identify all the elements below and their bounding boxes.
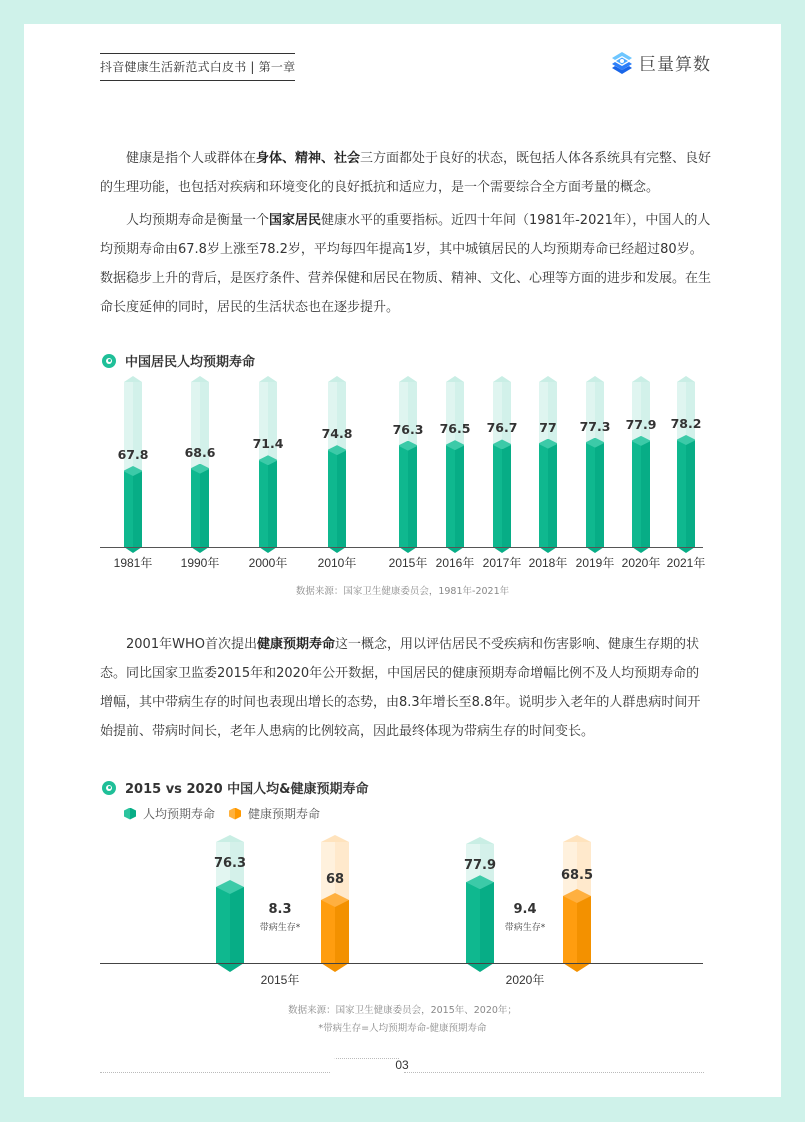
bar-tip — [321, 963, 349, 972]
sick-years-value: 8.3 — [268, 902, 292, 917]
legend-item-avg — [124, 805, 215, 822]
chart1-x-label: 2017年 — [482, 556, 522, 570]
bar-ghost — [632, 382, 650, 441]
target-dot-icon — [102, 781, 116, 795]
chart2-value-label: 76.3 — [213, 856, 247, 871]
chart2-title — [102, 778, 369, 797]
chart1-x-label: 2010年 — [317, 556, 357, 570]
chart1-x-label: 1981年 — [113, 556, 153, 570]
chart1-value-label: 76.7 — [486, 420, 518, 436]
green-cube-icon — [124, 808, 136, 820]
chart2-title-text: 2015 vs 2020 中国人均&健康预期寿命 — [125, 782, 369, 797]
chart1-value-label: 71.4 — [252, 436, 284, 452]
bold-text: 健康预期寿命 — [256, 637, 335, 652]
chart1-x-label: 2016年 — [435, 556, 475, 570]
bar-ghost — [321, 842, 349, 900]
page-number: 03 — [395, 1058, 409, 1072]
bar-fill — [191, 469, 209, 547]
bar-tip — [216, 963, 244, 972]
bar-fill — [586, 443, 604, 547]
chart1-x-label: 1990年 — [180, 556, 220, 570]
orange-cube-icon — [229, 808, 241, 820]
chart1-title — [102, 351, 255, 370]
chart2-value-label: 68 — [325, 872, 345, 887]
chart1-value-label: 76.5 — [439, 421, 471, 437]
chart2-source: 数据来源：国家卫生健康委员会，2015年、2020年； — [288, 1005, 517, 1016]
bar-fill — [493, 444, 511, 547]
bar-fill — [632, 441, 650, 547]
chart1-value-label: 77 — [539, 419, 557, 435]
sick-years-label: 带病生存* — [504, 923, 546, 933]
chart1-x-label: 2020年 — [621, 556, 661, 570]
bar-fill — [124, 471, 142, 547]
document-page — [24, 24, 781, 1097]
legend-item-healthy — [229, 805, 320, 822]
stacked-layers-icon — [610, 51, 634, 75]
bar-fill — [328, 450, 346, 547]
chart1-x-label: 2021年 — [666, 556, 706, 570]
chart2-value-label: 68.5 — [560, 868, 594, 883]
bar-fill — [216, 887, 244, 963]
bar-fill — [321, 900, 349, 963]
chart1-value-label: 77.9 — [625, 416, 657, 432]
legend-label: 人均预期寿命 — [143, 807, 216, 821]
bar-fill — [259, 460, 277, 547]
bar-ghost — [677, 382, 695, 440]
chart2-x-label: 2020年 — [505, 973, 545, 987]
brand-logo — [610, 50, 711, 75]
chart1-x-label: 2018年 — [528, 556, 568, 570]
text: 这一概念，用以评估居民不受疾病和伤害影响、健康生存期的状态。同比国家卫监委2015年和2020年公开数据，中国居民的健康预期寿命增幅比例不及人均预期寿命的增幅，其中带病生存的时间也表现出增长的态势，由8.3年增长至8.8年。说明步入老年的人群患病时间开始提前、带病时间长，老年人患病的比例较高，因此最终体现为带病生存的时间变长。 — [100, 637, 701, 739]
chart1-x-label: 2019年 — [575, 556, 615, 570]
target-dot-icon — [102, 354, 116, 368]
chart2-x-axis — [100, 963, 703, 964]
bar-fill — [677, 440, 695, 547]
intro-paragraph-2 — [100, 206, 712, 322]
footer-divider-right — [404, 1072, 704, 1073]
chart2-value-label: 77.9 — [463, 858, 497, 873]
chart1-x-label: 2000年 — [248, 556, 288, 570]
chart1-x-label: 2015年 — [388, 556, 428, 570]
chart1-value-label: 68.6 — [184, 444, 216, 460]
chart1-value-label: 77.3 — [579, 418, 611, 434]
footer-divider-left — [100, 1072, 330, 1073]
bar-fill — [399, 446, 417, 547]
chart1-value-label: 67.8 — [117, 447, 149, 462]
text: 健康水平的重要指标。近四十年间（1981年-2021年），中国人的人均预期寿命由67.8岁上涨至78.2岁，平均每四年提高1岁，其中城镇居民的人均预期寿命已经超过80岁。数据稳步上升的背后，是医疗条件、营养保健和居民在物质、精神、文化、心理等方面的进步和发展。在生命长度延伸的同时，居民的生活状态也在逐步提升。 — [100, 213, 712, 315]
header-title: 抖音健康生活新范式白皮书 | 第一章 — [100, 53, 295, 81]
bar-tip — [563, 963, 591, 972]
logo-text: 巨量算数 — [639, 55, 711, 75]
sick-years-value: 9.4 — [513, 902, 537, 917]
chart1-title-text: 中国居民人均预期寿命 — [125, 355, 256, 370]
intro-paragraph-1 — [100, 144, 712, 202]
text: 健康是指个人或群体在 — [126, 151, 257, 166]
legend-label: 健康预期寿命 — [248, 807, 321, 821]
chart1-source: 数据来源：国家卫生健康委员会，1981年-2021年 — [295, 586, 510, 597]
bar-fill — [466, 882, 494, 963]
bold-text: 国家居民 — [269, 213, 322, 228]
text: 2001年WHO首次提出 — [126, 637, 257, 652]
bar-fill — [539, 444, 557, 547]
chart1-value-label: 78.2 — [670, 416, 702, 431]
chart1-x-axis — [100, 547, 703, 548]
bar-tip — [466, 963, 494, 972]
chart2-x-label: 2015年 — [260, 973, 300, 987]
chart2-legend — [124, 805, 328, 822]
bar-fill — [563, 896, 591, 963]
bar-fill — [446, 445, 464, 547]
bold-text: 身体、精神、社会 — [256, 151, 361, 166]
body-paragraph-3 — [100, 630, 712, 746]
text: 三方面都处于良好的状态，既包括人体各系统具有完整、良好的生理功能，也包括对疾病和环境变化的良好抵抗和适应力，是一个需要综合全方面考量的概念。 — [100, 151, 712, 195]
text: 人均预期寿命是衡量一个 — [126, 213, 270, 228]
chart2-footnote: *带病生存=人均预期寿命-健康预期寿命 — [318, 1023, 487, 1034]
sick-years-label: 带病生存* — [259, 923, 301, 933]
chart1-value-label: 74.8 — [321, 426, 353, 442]
chart1-value-label: 76.3 — [392, 421, 424, 437]
